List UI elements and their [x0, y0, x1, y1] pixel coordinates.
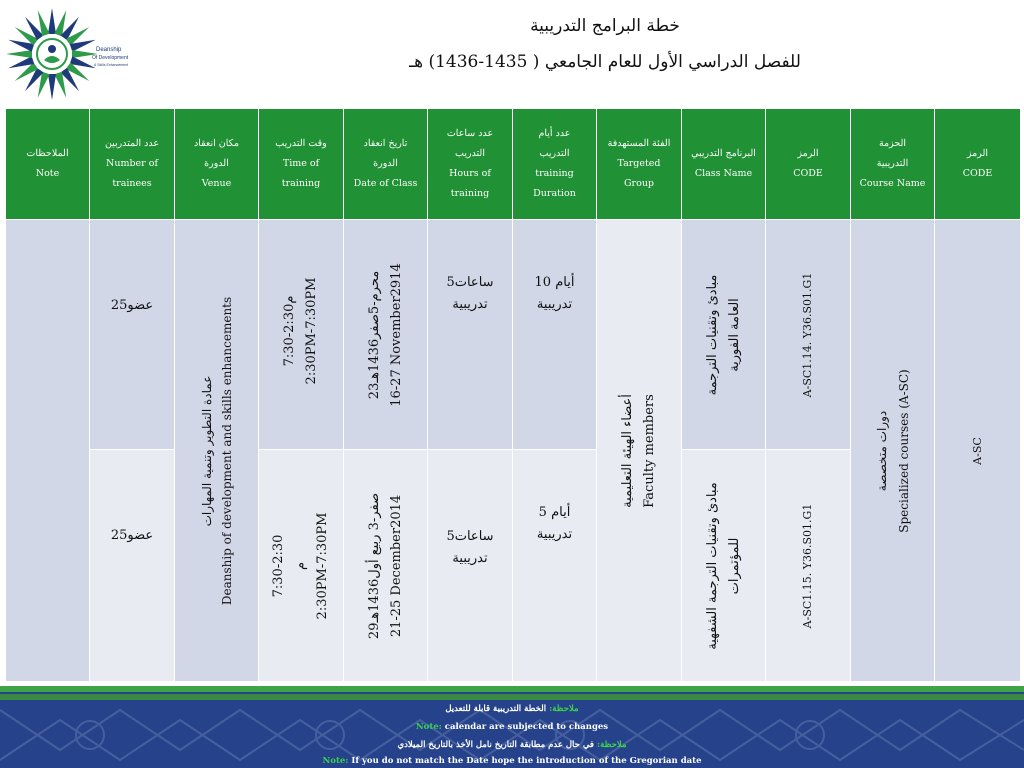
- trainees-value: 25عضو: [110, 528, 154, 543]
- footer-band: [0, 686, 1024, 768]
- package-code-cell: A-SC: [935, 220, 1021, 682]
- days-cell: 10 أيام تدريبية: [513, 220, 597, 450]
- venue-en: Deanship of development and skills enhancements: [219, 296, 234, 605]
- venue-ar: عمادة التطوير وتنمية المهارات: [199, 375, 214, 526]
- hours-cell: 5ساعات تدريبية: [428, 220, 513, 450]
- date-cell: 29صفر-3 ربيع أول1436هـ 21-25 December2014: [344, 450, 428, 682]
- course-name-cell: دورات متخصصة Specialized courses (A-SC): [851, 220, 935, 682]
- note-cell: [6, 220, 90, 682]
- target-group-cell: أعضاء الهيئة التعليمية Faculty members: [597, 220, 682, 682]
- trainees-cell: [90, 450, 175, 682]
- trainees-value: 25عضو: [110, 298, 154, 313]
- footer-note-line: ملاحظة: في حال عدم مطابقة التاريخ نامل الأخذ بالتاريخ الميلادي: [397, 740, 627, 750]
- hours-cell: 5ساعات تدريبية: [428, 450, 513, 682]
- time-cell: 7:30-2:30م 2:30PM-7:30PM: [259, 220, 344, 450]
- date-cell: 23محرم-5صفر1436هـ 16-27 November2914: [344, 220, 428, 450]
- code-cell: A-SC1.14. Y36.S01.G1: [766, 220, 851, 450]
- col-course-name-header: الحزمة التدريبية Course Name: [851, 109, 935, 220]
- table-header-row: [6, 109, 1021, 220]
- class-name-cell: مبادئ وتقنيات الترجمة العامة الفورية: [682, 220, 766, 450]
- deanship-logo: [4, 2, 154, 106]
- trainees-cell: [90, 220, 175, 450]
- col-trainees-header: عدد المتدربين Number of trainees: [90, 109, 175, 220]
- training-plan-table: [5, 108, 1021, 682]
- venue-cell: [175, 220, 259, 682]
- footer-note-line: Note: If you do not match the Date hope the introduction of the Gregorian date: [322, 756, 702, 766]
- logo-emblem-icon: [4, 2, 154, 106]
- footer-note-line: ملاحظة: الخطة التدريبية قابلة للتعديل: [445, 704, 579, 714]
- col-target-header: الفئة المستهدفة Targeted Group: [597, 109, 682, 220]
- col-package-code-header: الرمز CODE: [935, 109, 1021, 220]
- col-hours-header: عدد ساعات التدريب Hours of training: [428, 109, 513, 220]
- days-cell: 5 أيام تدريبية: [513, 450, 597, 682]
- page-title: خطة البرامج التدريبية: [530, 16, 680, 36]
- footer-note-line: Note: calendar are subjected to changes: [415, 722, 609, 732]
- col-code-header: الرمز CODE: [766, 109, 851, 220]
- col-venue-header: مكان انعقاد الدورة Venue: [175, 109, 259, 220]
- footer-stripe: [0, 686, 1024, 692]
- col-date-header: تاريخ انعقاد الدورة Date of Class: [344, 109, 428, 220]
- time-cell: 7:30-2:30 م 2:30PM-7:30PM: [259, 450, 344, 682]
- logo-en-line2: Of Development: [92, 55, 129, 61]
- col-time-header: وقت التدريب Time of training: [259, 109, 344, 220]
- table-row: [6, 220, 1021, 450]
- class-name-cell: مبادئ وتقنيات الترجمة الشفهية للمؤتمرات: [682, 450, 766, 682]
- logo-en-line1: Deanship: [96, 47, 122, 53]
- code-cell: A-SC1.15. Y36.S01.G1: [766, 450, 851, 682]
- col-class-name-header: البرنامج التدريبي Class Name: [682, 109, 766, 220]
- page-subtitle: للفصل الدراسي الأول للعام الجامعي ( 1435-1436) هـ: [409, 52, 801, 72]
- logo-en-line3: & Skills Enhancement: [94, 63, 129, 67]
- col-note-header: الملاحظات Note: [6, 109, 90, 220]
- col-days-header: عدد أيام التدريب training Duration: [513, 109, 597, 220]
